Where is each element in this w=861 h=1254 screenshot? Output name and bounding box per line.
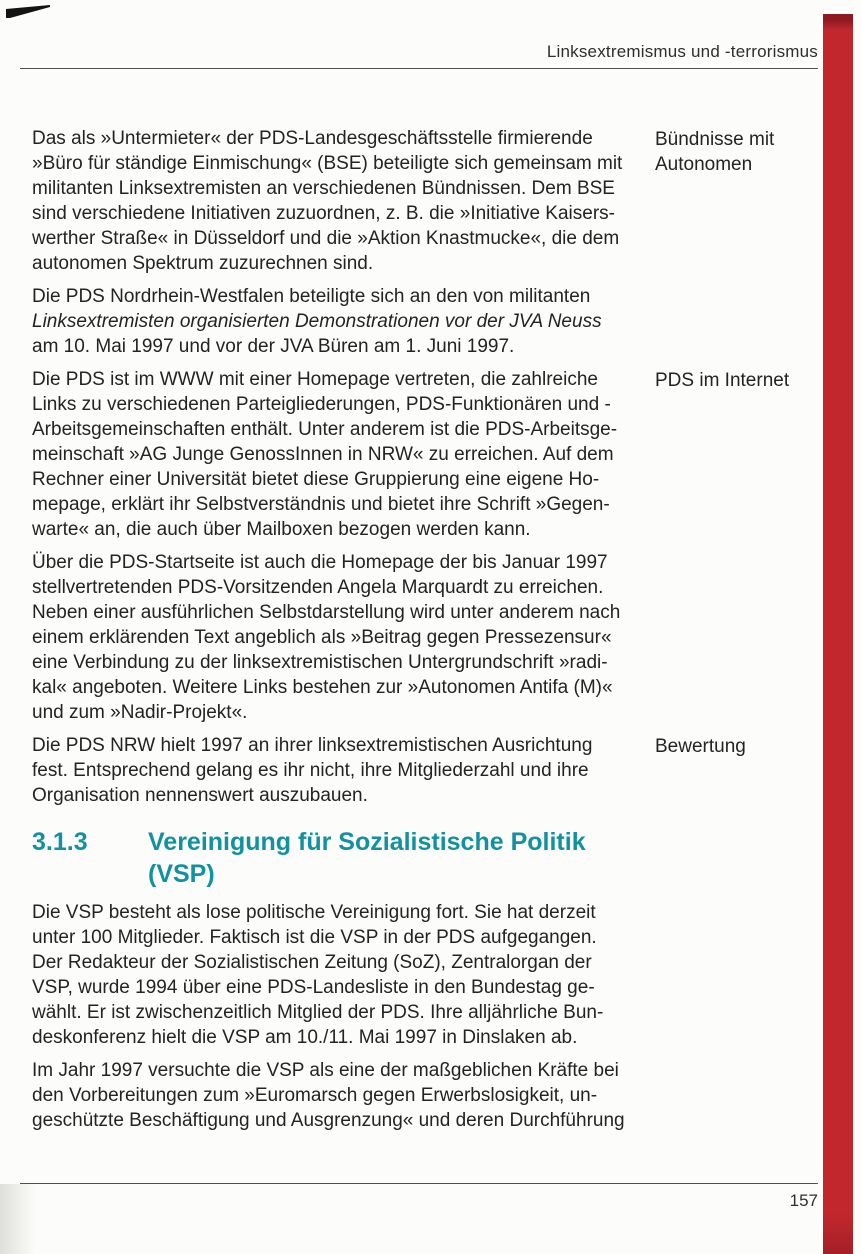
- paragraph-line: autonomen Spektrum zuzurechnen sind.: [32, 253, 374, 274]
- paragraph-line: Bewertung: [655, 736, 746, 757]
- paragraph-line: Vereinigung für Sozialistische Politik: [148, 828, 586, 856]
- paragraph-text: [32, 284, 648, 359]
- paragraph-line: unter 100 Mitglieder. Faktisch ist die VSP in der PDS aufgegangen.: [32, 927, 597, 948]
- paragraph-line: Die PDS ist im WWW mit einer Homepage vertreten, die zahlreiche: [32, 369, 598, 390]
- paragraph-line: Die PDS NRW hielt 1997 an ihrer linksextremistischen Ausrichtung: [32, 735, 593, 756]
- paragraph-line: deskonferenz hielt die VSP am 10./11. Mai 1997 in Dinslaken ab.: [32, 1027, 578, 1048]
- paragraph-text: [32, 126, 648, 276]
- section-number: 3.1.3: [32, 828, 88, 856]
- paragraph: [32, 733, 832, 808]
- paragraph-line: Neben einer ausführlichen Selbstdarstellung wird unter anderem nach: [32, 602, 621, 623]
- paragraph-line: Arbeitsgemeinschaften enthält. Unter anderem ist die PDS-Arbeitsge-: [32, 419, 618, 440]
- paragraph-line: stellvertretenden PDS-Vorsitzenden Angela Marquardt zu erreichen.: [32, 577, 604, 598]
- paragraph-line: PDS im Internet: [655, 370, 790, 391]
- paragraph: [32, 126, 832, 276]
- red-edge-bar: [823, 14, 853, 1254]
- paragraph-line: Links zu verschiedenen Parteigliederungen, PDS-Funktionären und -: [32, 394, 611, 415]
- content-blocks: [32, 126, 832, 1141]
- paragraph-line: einem erklärenden Text angeblich als »Beitrag gegen Pressezensur«: [32, 627, 612, 648]
- paragraph-text: [32, 1058, 648, 1133]
- paragraph-line: Das als »Untermieter« der PDS-Landesgeschäftsstelle firmierende: [32, 128, 593, 149]
- paragraph: [32, 550, 832, 725]
- paragraph: [32, 284, 832, 359]
- paragraph-line: Im Jahr 1997 versuchte die VSP als eine der maßgeblichen Kräfte bei: [32, 1060, 619, 1081]
- paragraph-text: [32, 900, 648, 1050]
- paragraph-line: militanten Linksextremisten an verschiedenen Bündnissen. Dem BSE: [32, 178, 615, 199]
- section-heading: [32, 826, 832, 890]
- margin-note: [655, 127, 830, 177]
- paragraph-line: Die VSP besteht als lose politische Vereinigung fort. Sie hat derzeit: [32, 902, 596, 923]
- paragraph-line: wählt. Er ist zwischenzeitlich Mitglied der PDS. Ihre alljährliche Bun-: [32, 1002, 604, 1023]
- paragraph-line: Bündnisse mit: [655, 129, 775, 150]
- paragraph: [32, 900, 832, 1050]
- running-header-title: Linksextremismus und -terrorismus: [546, 42, 818, 61]
- paragraph-line: eine Verbindung zu der linksextremistischen Untergrundschrift »radi-: [32, 652, 608, 673]
- page-number: 157: [789, 1191, 818, 1210]
- paragraph-line: »Büro für ständige Einmischung« (BSE) beteiligte sich gemeinsam mit: [32, 153, 623, 174]
- paragraph-line: mepage, erklärt ihr Selbstverständnis und bietet ihre Schrift »Gegen-: [32, 494, 610, 515]
- margin-note: [655, 734, 830, 759]
- paragraph-line: Rechner einer Universität bietet diese Gruppierung eine eigene Ho-: [32, 469, 600, 490]
- scan-corner-smudge: [0, 1184, 36, 1254]
- paragraph-line: meinschaft »AG Junge GenossInnen in NRW« zu erreichen. Auf dem: [32, 444, 614, 465]
- paragraph-line: warte« an, die auch über Mailboxen bezogen werden kann.: [32, 519, 531, 540]
- paragraph-line: Linksextremisten organisierten Demonstrationen vor der JVA Neuss: [32, 311, 602, 332]
- paragraph-text: [32, 550, 648, 725]
- paragraph-line: Organisation nennenswert auszubauen.: [32, 785, 368, 806]
- paragraph-text: [32, 367, 648, 542]
- paragraph-text: [32, 733, 648, 808]
- paragraph-line: Die PDS Nordrhein-Westfalen beteiligte sich an den von militanten: [32, 286, 591, 307]
- section-title: [148, 826, 586, 890]
- footer-rule: [20, 1183, 818, 1184]
- paragraph-line: Autonomen: [655, 154, 753, 175]
- paragraph: [32, 367, 832, 542]
- paragraph-line: VSP, wurde 1994 über eine PDS-Landesliste in den Bundestag ge-: [32, 977, 595, 998]
- paragraph-line: Über die PDS-Startseite ist auch die Homepage der bis Januar 1997: [32, 552, 608, 573]
- paragraph-line: werther Straße« in Düsseldorf und die »Aktion Knastmucke«, die dem: [32, 228, 620, 249]
- paragraph-line: am 10. Mai 1997 und vor der JVA Büren am 1. Juni 1997.: [32, 336, 515, 357]
- margin-note: [655, 368, 830, 393]
- paragraph-line: den Vorbereitungen zum »Euromarsch gegen Erwerbslosigkeit, un-: [32, 1085, 598, 1106]
- paragraph-line: geschützte Beschäftigung und Ausgrenzung« und deren Durchführung: [32, 1110, 625, 1131]
- paragraph-line: und zum »Nadir-Projekt«.: [32, 702, 248, 723]
- running-header: [20, 0, 818, 69]
- paragraph-line: kal« angeboten. Weitere Links bestehen zur »Autonomen Antifa (M)«: [32, 677, 613, 698]
- paragraph: [32, 1058, 832, 1133]
- paragraph-line: fest. Entsprechend gelang es ihr nicht, ihre Mitgliederzahl und ihre: [32, 760, 589, 781]
- paragraph-line: sind verschiedene Initiativen zuzuordnen, z. B. die »Initiative Kaisers-: [32, 203, 615, 224]
- paragraph-line: (VSP): [148, 860, 215, 888]
- paragraph-line: Der Redakteur der Sozialistischen Zeitung (SoZ), Zentralorgan der: [32, 952, 592, 973]
